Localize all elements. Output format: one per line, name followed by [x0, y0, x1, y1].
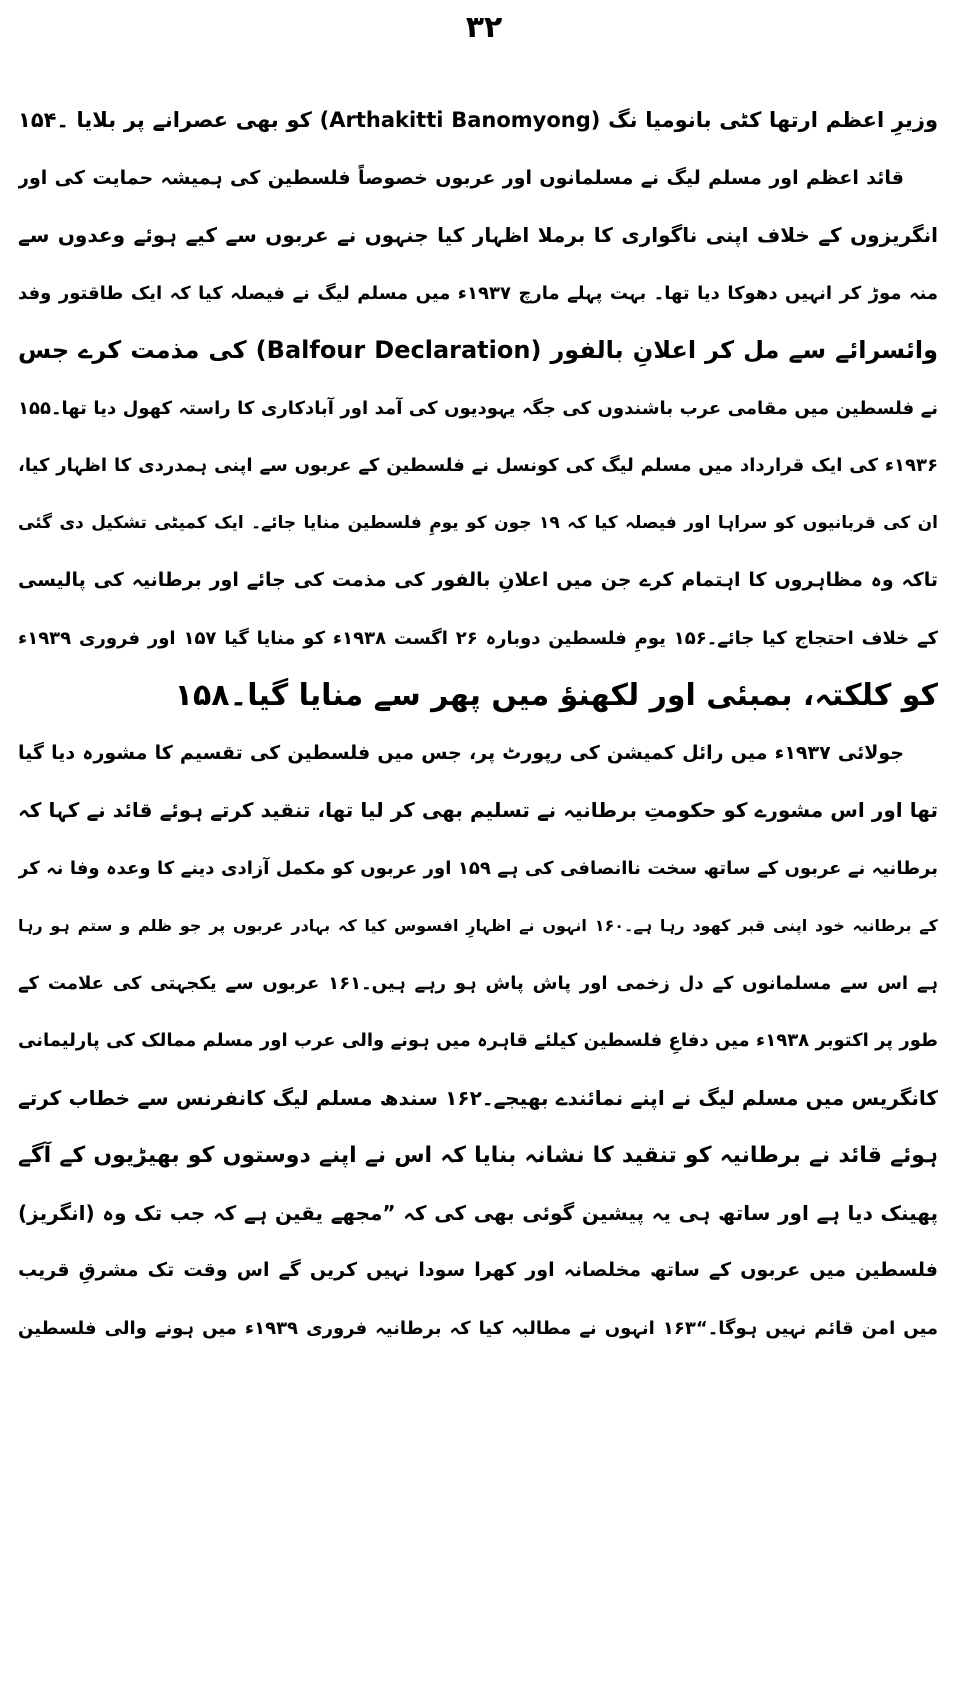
body-text — [18, 92, 938, 1357]
text-line: میں امن قائم نہیں ہوگا۔“۱۶۳ انہوں نے مطالبہ کیا کہ برطانیہ فروری ۱۹۳۹ء میں ہونے والی فلسطین — [18, 1317, 938, 1339]
text-line: فلسطین میں عربوں کے ساتھ مخلصانہ اور کھرا سودا نہیں کریں گے اس وقت تک مشرقِ قریب — [18, 1259, 938, 1281]
text-line: وزیرِ اعظم ارتھا کٹی بانومیا نگ (Arthakitti Banomyong) کو بھی عصرانے پر بلایا ۔۱۵۴ — [18, 108, 938, 132]
text-line: ہے اس سے مسلمانوں کے دل زخمی اور پاش پاش ہو رہے ہیں۔۱۶۱ عربوں سے یکجہتی کی علامت کے — [18, 972, 938, 994]
text-line: ان کی قربانیوں کو سراہا اور فیصلہ کیا کہ ۱۹ جون کو یومِ فلسطین منایا جائے۔ ایک کمیٹی تشکیل دی گئی — [18, 512, 938, 533]
text-line: نے فلسطین میں مقامی عرب باشندوں کی جگہ یہودیوں کی آمد اور آبادکاری کا راستہ کھول دیا تھا۔۱۵۵ — [18, 397, 938, 419]
text-line: کے خلاف احتجاج کیا جائے۔۱۵۶ یومِ فلسطین دوبارہ ۲۶ اگست ۱۹۳۸ء کو منایا گیا ۱۵۷ اور فروری ۱۹۳۹ء — [18, 627, 938, 649]
text-line: انگریزوں کے خلاف اپنی ناگواری کا برملا اظہار کیا جنہوں نے عربوں سے کیے ہوئے وعدوں سے — [18, 223, 938, 247]
text-line: جولائی ۱۹۳۷ء میں رائل کمیشن کی رپورٹ پر، جس میں فلسطین کی تقسیم کا مشورہ دیا گیا — [18, 741, 904, 764]
text-line: تاکہ وہ مظاہروں کا اہتمام کرے جن میں اعلانِ بالفور کی مذمت کی جائے اور برطانیہ کی پالیسی — [18, 569, 938, 591]
text-line: تھا اور اس مشورے کو حکومتِ برطانیہ نے تسلیم بھی کر لیا تھا، تنقید کرتے ہوئے قائد نے کہا کہ — [18, 798, 938, 822]
page-number: ۳۲ — [465, 10, 503, 45]
text-line: پھینک دیا ہے اور ساتھ ہی یہ پیشین گوئی بھی کی کہ ”مجھے یقین ہے کہ جب تک وہ (انگریز) — [18, 1200, 938, 1225]
text-line: ہوئے قائد نے برطانیہ کو تنقید کا نشانہ بنایا کہ اس نے اپنے دوستوں کو بھیڑیوں کے آگے — [18, 1143, 938, 1168]
text-line: کے برطانیہ خود اپنی قبر کھود رہا ہے۔۱۶۰ انہوں نے اظہارِ افسوس کیا کہ بہادر عربوں پر جو ظلم و ستم ہو رہا — [18, 916, 938, 935]
text-line: منہ موڑ کر انہیں دھوکا دیا تھا۔ بہت پہلے مارچ ۱۹۳۷ء میں مسلم لیگ نے فیصلہ کیا کہ ایک طاقتور وفد — [18, 282, 938, 304]
text-line: قائد اعظم اور مسلم لیگ نے مسلمانوں اور عربوں خصوصاً فلسطین کی ہمیشہ حمایت کی اور — [18, 166, 904, 189]
text-line: ۱۹۳۶ء کی ایک قرارداد میں مسلم لیگ کی کونسل نے فلسطین کے عربوں سے اپنی ہمدردی کا اظہار کیا، — [18, 455, 938, 476]
text-line: طور پر اکتوبر ۱۹۳۸ء میں دفاعِ فلسطین کیلئے قاہرہ میں ہونے والی عرب اور مسلم ممالک کی پارلیمانی — [18, 1030, 938, 1051]
text-line: کو کلکتہ، بمبئی اور لکھنؤ میں پھر سے منایا گیا۔۱۵۸ — [174, 678, 938, 713]
text-line: برطانیہ نے عربوں کے ساتھ سخت ناانصافی کی ہے ۱۵۹ اور عربوں کو مکمل آزادی دینے کا وعدہ وفا نہ کر — [18, 857, 938, 879]
text-line: وائسرائے سے مل کر اعلانِ بالفور (Balfour Declaration) کی مذمت کرے جس — [18, 336, 938, 364]
text-line: کانگریس میں مسلم لیگ نے اپنے نمائندے بھیجے۔۱۶۲ سندھ مسلم لیگ کانفرنس سے خطاب کرتے — [18, 1085, 938, 1110]
